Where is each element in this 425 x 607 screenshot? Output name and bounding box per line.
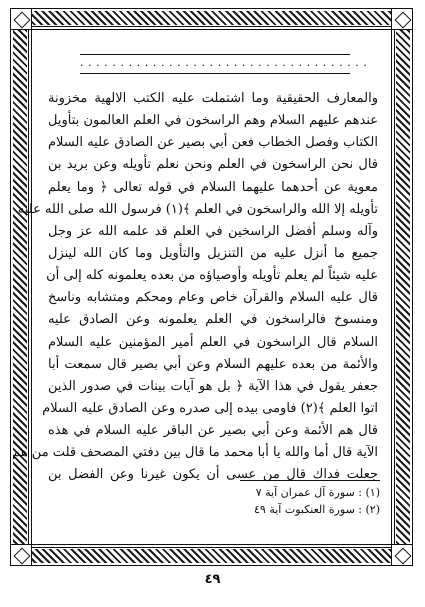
text-line: والأئمة من بعده عليهم السلام وعن أبي بصير قال سمعت أبا	[48, 356, 378, 372]
footnote-2: (٢) : سورة العنكبوت آية ٤٩	[254, 503, 380, 516]
text-line: عليه شيئاً لم يعلم تأويله وأوصياؤه من بعده يعلمونه كله إلى أن	[46, 268, 378, 284]
text-line: جعلت فداك قال من عسى أن يكون غيرنا وعن الفضل بن	[48, 467, 378, 483]
footnote-separator	[240, 480, 380, 481]
text-line: السلام قال الراسخون في العلم أمير المؤمنين عليه السلام	[48, 334, 378, 350]
text-line: تأويله إلا الله والراسخون في العلم ﴾(١) فرسول الله صلى الله عليه	[17, 201, 378, 217]
corner-ornament-top-left	[10, 8, 32, 30]
footnotes	[48, 484, 380, 518]
header-dots: ....................................	[80, 56, 372, 69]
text-line: عندهم عليهم السلام وهم الراسخون في العلم العالمون بتأويل	[48, 113, 378, 129]
text-line: وآله وسلم أفضل الراسخين في العلم قد علمه الله عز وجل	[48, 223, 378, 239]
text-line: قال عليه السلام والقرآن خاص وعام ومحكم ومتشابه وناسخ	[48, 290, 378, 306]
body-text	[12, 88, 378, 487]
footnote-1: (١) : سورة آل عمران آية ٧	[255, 486, 380, 499]
text-line: قال هم الأئمة وعن أبي بصير عن الباقر عليه السلام في هذه	[48, 423, 378, 439]
text-line: الكتاب وفصل الخطاب فعن أبي بصير عن الصادق عليه السلام	[48, 135, 378, 151]
text-line: الآية قال أما والله يا أبا محمد ما قال بين دفتي المصحف قلت من هم	[12, 445, 378, 461]
text-line: ومنسوخ فالراسخون في العلم يعلمونه وعن الصادق عليه	[48, 312, 378, 328]
text-line: قال نحن الراسخون في العلم ونحن نعلم تأويله وعن بريد بن	[48, 157, 378, 173]
corner-ornament-top-right	[391, 8, 413, 30]
text-line: والمعارف الحقيقية وما اشتملت عليه الكتب الالهية مخزونة	[48, 91, 378, 106]
header-rule	[80, 54, 372, 74]
corner-ornament-bottom-right	[391, 544, 413, 566]
text-line: جعفر يقول في هذا الآية ﴿ بل هو آيات بينات في صدور الذين	[48, 378, 378, 394]
corner-ornament-bottom-left	[10, 544, 32, 566]
text-line: اتوا العلم ﴾(٢) فاومى بيده إلى صدره وعن الصادق عليه السلام	[42, 400, 378, 416]
text-line: معوية عن أحدهما عليهما السلام في قوله تعالى ﴿ وما يعلم	[48, 179, 378, 195]
page-number: ٤٩	[204, 572, 221, 587]
text-line: جميع ما أنزل عليه من التنزيل والتأويل وما كان الله لينزل	[48, 245, 378, 261]
